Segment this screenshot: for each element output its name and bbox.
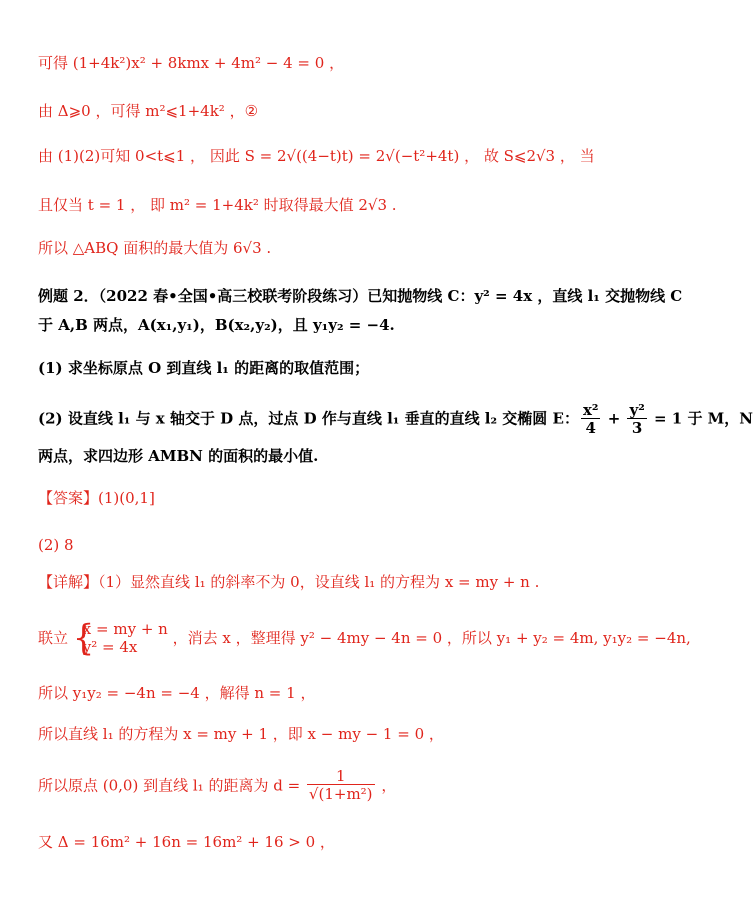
distance-line	[38, 768, 396, 808]
example-title: 例题 2．（2022 春•全国•高三校联考阶段练习）已知抛物线 C：y² = 4x ，直线 l₁ 交抛物线 C	[38, 287, 683, 305]
text-line-16: 所以直线 l₁ 的方程为 x = my + 1 ，即 x − my − 1 = 0 ，	[38, 725, 444, 743]
distance-suffix: ，	[376, 776, 397, 795]
frac-y-numerator: y²	[629, 401, 645, 419]
distance-prefix: 所以原点 (0,0) 到直线 l₁ 的距离为 d =	[38, 776, 305, 795]
text-line-18: 又 Δ = 16m² + 16n = 16m² + 16 > 0 ，	[38, 833, 335, 851]
text-line-15: 所以 y₁y₂ = −4n = −4 ，解得 n = 1 ，	[38, 684, 316, 702]
example-condition: 于 A,B 两点，A(x₁,y₁)，B(x₂,y₂)，且 y₁y₂ = −4.	[38, 316, 395, 334]
question-1: (1) 求坐标原点 O 到直线 l₁ 的距离的取值范围；	[38, 359, 370, 377]
text-line-3: 由 (1)(2)可知 0<t⩽1 ， 因此 S = 2√((4−t)t) = 2√(−t²+4t) ， 故 S⩽2√3 ， 当	[38, 147, 595, 165]
distance-denominator: √(1+m²)	[308, 785, 373, 803]
answer-part-2: (2) 8	[38, 536, 74, 554]
text-line-1: 可得 (1+4k²)x² + 8kmx + 4m² − 4 = 0 ，	[38, 54, 345, 72]
ellipse-fraction-x	[581, 402, 601, 437]
system-row-2: y² = 4x	[82, 638, 138, 656]
distance-numerator: 1	[307, 768, 375, 785]
question-2-text: (2) 设直线 l₁ 与 x 轴交于 D 点，过点 D 作与直线 l₁ 垂直的直线 l₂ 交椭圆 E：	[38, 409, 579, 428]
ellipse-fraction-y	[627, 402, 646, 437]
text-line-2: 由 Δ⩾0 ，可得 m²⩽1+4k² ，②	[38, 102, 259, 120]
answer-label: 【答案】(1)(0,1]	[38, 489, 155, 507]
frac-x-numerator: x²	[582, 401, 599, 419]
question-2	[38, 402, 753, 437]
text-line-5: 所以 △ABQ 面积的最大值为 6√3 .	[38, 239, 272, 257]
frac-y-denominator: 3	[631, 419, 643, 437]
system-row-1: x = my + n	[82, 620, 168, 638]
distance-fraction	[307, 768, 375, 803]
system-suffix: ，消去 x ，整理得 y² − 4my − 4n = 0 ，所以 y₁ + y₂ = 4m, y₁y₂ = −4n,	[172, 629, 691, 647]
question-2-tail: = 1 于 M，N	[648, 409, 753, 428]
equation-system	[72, 617, 168, 659]
text-line-4: 且仅当 t = 1 ， 即 m² = 1+4k² 时取得最大值 2√3 .	[38, 196, 397, 214]
detail-heading: 【详解】（1）显然直线 l₁ 的斜率不为 0，设直线 l₁ 的方程为 x = my + n .	[38, 573, 540, 591]
system-line	[38, 617, 691, 660]
frac-x-denominator: 4	[585, 419, 596, 437]
brace-icon: {	[72, 617, 95, 659]
plus-sign: +	[602, 409, 626, 428]
question-2-continued: 两点，求四边形 AMBN 的面积的最小值.	[38, 447, 319, 465]
system-prefix: 联立	[38, 629, 69, 647]
